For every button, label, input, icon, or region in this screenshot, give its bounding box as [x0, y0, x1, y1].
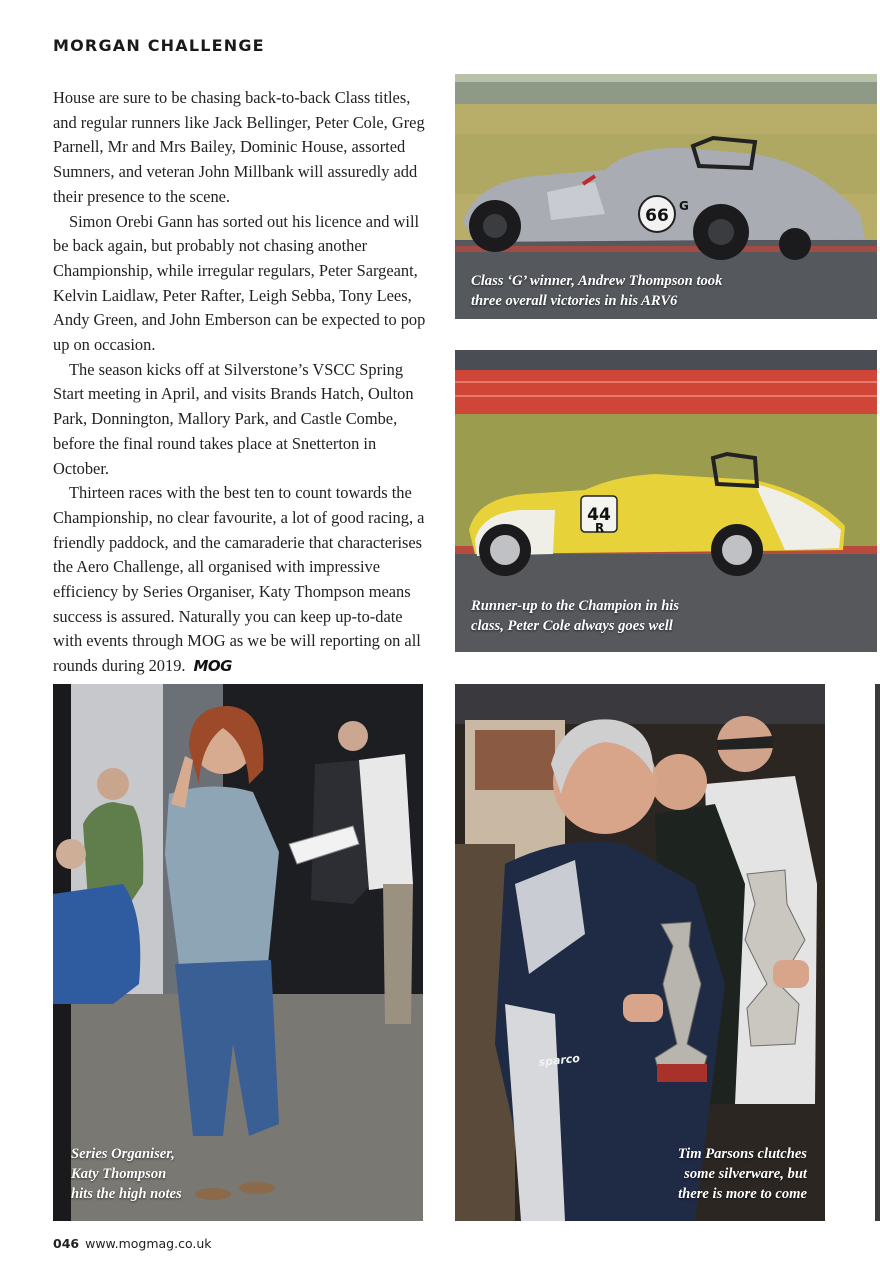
photo-caption — [471, 596, 679, 636]
photo-trophy-winner — [455, 684, 825, 1221]
photo-yellow-morgan — [455, 350, 877, 652]
page-number: 046 — [53, 1236, 80, 1251]
silver-car-race-number: 66 — [645, 206, 669, 226]
caption-line: Tim Parsons clutches — [677, 1146, 807, 1162]
caption-line: class, Peter Cole always goes well — [471, 618, 673, 634]
article-paragraph — [53, 481, 428, 679]
caption-line: hits the high notes — [71, 1186, 182, 1202]
silver-car-class-letter: G — [679, 199, 689, 213]
article-paragraph: Simon Orebi Gann has sorted out his licence and will be back again, but probably not chasing another Championship, while irregular regulars, Peter Sargeant, Kelvin Laidlaw, Peter Rafter, Leigh Sebba, Tony Lees, Andy Green, and John Emberson can be expected to pop up on occasion. — [53, 211, 426, 355]
article-body — [53, 86, 428, 679]
caption-line: Runner-up to the Champion in his — [471, 598, 680, 614]
photo-caption — [71, 1144, 182, 1204]
page-footer — [53, 1236, 212, 1251]
photo-series-organiser — [53, 684, 423, 1221]
photo-caption — [471, 271, 722, 311]
yellow-car-class-letter: R — [595, 521, 605, 535]
section-title: MORGAN CHALLENGE — [53, 36, 265, 55]
caption-line: there is more to come — [678, 1186, 807, 1202]
sparco-suit-logo: sparco — [537, 1051, 581, 1069]
caption-line: Series Organiser, — [71, 1146, 175, 1162]
mog-end-logo: MOG — [193, 657, 232, 676]
footer-url[interactable]: www.mogmag.co.uk — [85, 1236, 212, 1251]
caption-line: some silverware, but — [684, 1166, 807, 1182]
photo-silver-morgan — [455, 74, 877, 319]
article-paragraph: House are sure to be chasing back-to-back Class titles, and regular runners like Jack Bellinger, Peter Cole, Greg Parnell, Mr and Mrs Bailey, Dominic House, assorted Sumners, and veteran John Millbank will assuredly add their presence to the scene. — [53, 88, 425, 206]
yellow-car-race-number: 44 — [587, 505, 611, 525]
adjacent-page-edge — [875, 684, 880, 1221]
article-paragraph: The season kicks off at Silverstone’s VSCC Spring Start meeting in April, and visits Brands Hatch, Oulton Park, Donnington, Mallory Park, and Castle Combe, before the final round takes place at Snetterton in October. — [53, 359, 414, 478]
article-paragraph-text: Thirteen races with the best ten to count towards the Championship, no clear favourite, a lot of good racing, a friendly paddock, and the camaraderie that characterises the Aero Challenge, all organised with impressive efficiency by Series Organiser, Katy Thompson means success is assured. Naturally you can keep up-to-date with events through MOG as we be will reporting on all rounds during 2019. — [53, 483, 425, 676]
photo-caption — [678, 1144, 807, 1204]
caption-line: Katy Thompson — [71, 1166, 167, 1182]
caption-line: Class ‘G’ winner, Andrew Thompson took — [471, 273, 723, 289]
caption-line: three overall victories in his ARV6 — [471, 293, 678, 309]
